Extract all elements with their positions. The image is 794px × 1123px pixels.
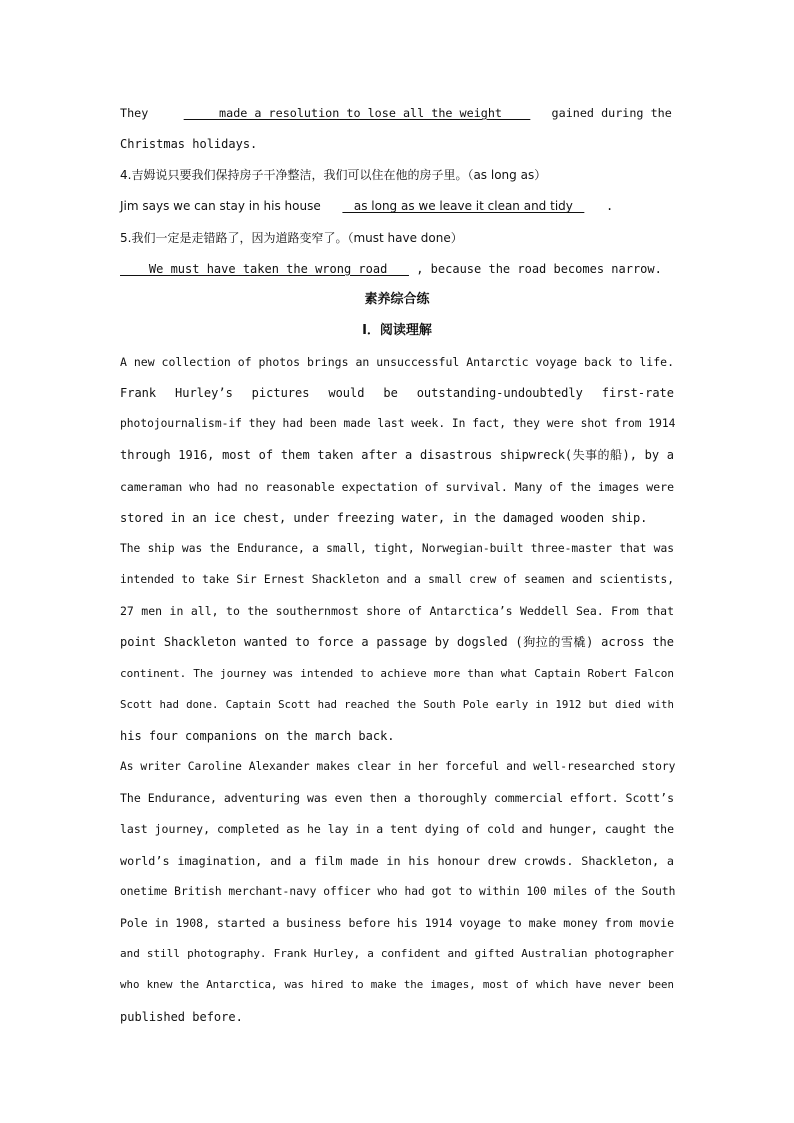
exercise-5-prompt: 5.我们一定是走错路了，因为道路变窄了。（must have done）: [120, 231, 463, 245]
exercise-5-answer-line: [120, 261, 674, 277]
passage-line-1: A new collection of photos brings an unsuccessful Antarctic voyage back to life.: [120, 355, 674, 369]
exercise-5-end: , because the road becomes narrow.: [416, 262, 662, 276]
exercise-4-answer: as long as we leave it clean and tidy: [342, 199, 585, 213]
exercise-5-answer: We must have taken the wrong road: [120, 262, 409, 276]
passage-line-9: 27 men in all, to the southernmost shore of Antarctica’s Weddell Sea. From that: [120, 604, 674, 618]
passage-line-5: cameraman who had no reasonable expectation of survival. Many of the images were: [120, 480, 674, 494]
exercise-3-start: They: [120, 106, 149, 120]
passage-line-14: As writer Caroline Alexander makes clear in her forceful and well-researched story: [120, 760, 676, 773]
passage-line-22: published before.: [120, 1010, 243, 1024]
passage-line-12: Scott had done. Captain Scott had reached the South Pole early in 1912 but died with: [120, 698, 674, 711]
exercise-3-line-2: Christmas holidays.: [120, 137, 258, 151]
section-subtitle: Ⅰ．阅读理解: [362, 323, 432, 338]
passage-line-18: onetime British merchant-navy officer who had got to within 100 miles of the South: [120, 885, 676, 898]
passage-line-7: The ship was the Endurance, a small, tight, Norwegian-built three-master that was: [120, 542, 674, 555]
passage-line-21: who knew the Antarctica, was hired to make the images, most of which have never been: [120, 978, 674, 991]
exercise-3-line-1: [120, 105, 674, 121]
passage-line-11: continent. The journey was intended to achieve more than what Captain Robert Falcon: [120, 667, 674, 680]
exercise-4-prompt: 4.吉姆说只要我们保持房子干净整洁，我们可以住在他的房子里。（as long as）: [120, 168, 547, 182]
passage-line-8: intended to take Sir Ernest Shackleton and a small crew of seamen and scientists,: [120, 573, 674, 586]
passage-line-19: Pole in 1908, started a business before his 1914 voyage to make money from movie: [120, 916, 674, 930]
passage-line-13: his four companions on the march back.: [120, 729, 395, 743]
passage-line-4: through 1916, most of them taken after a disastrous shipwreck(失事的船), by a: [120, 448, 674, 462]
passage-line-20: and still photography. Frank Hurley, a confident and gifted Australian photographer: [120, 947, 674, 960]
passage-line-17: world’s imagination, and a film made in his honour drew crowds. Shackleton, a: [120, 854, 674, 868]
exercise-4-start: Jim says we can stay in his house: [120, 199, 321, 213]
passage-line-6: stored in an ice chest, under freezing water, in the damaged wooden ship.: [120, 511, 648, 525]
passage-line-10: point Shackleton wanted to force a passage by dogsled (狗拉的雪橇) across the: [120, 635, 674, 649]
section-title: 素养综合练: [364, 292, 430, 307]
passage-line-15: The Endurance, adventuring was even then a thoroughly commercial effort. Scott’s: [120, 791, 674, 805]
passage-line-3: photojournalism-if they had been made last week. In fact, they were shot from 1914: [120, 417, 676, 430]
exercise-4-end: .: [606, 199, 614, 213]
passage-line-16: last journey, completed as he lay in a tent dying of cold and hunger, caught the: [120, 822, 674, 836]
exercise-3-answer: made a resolution to lose all the weight: [183, 106, 531, 120]
exercise-4-answer-line: [120, 198, 674, 214]
passage-line-2: Frank Hurley’s pictures would be outstanding-undoubtedly first-rate: [120, 386, 674, 400]
exercise-3-end: gained during the: [551, 106, 672, 120]
